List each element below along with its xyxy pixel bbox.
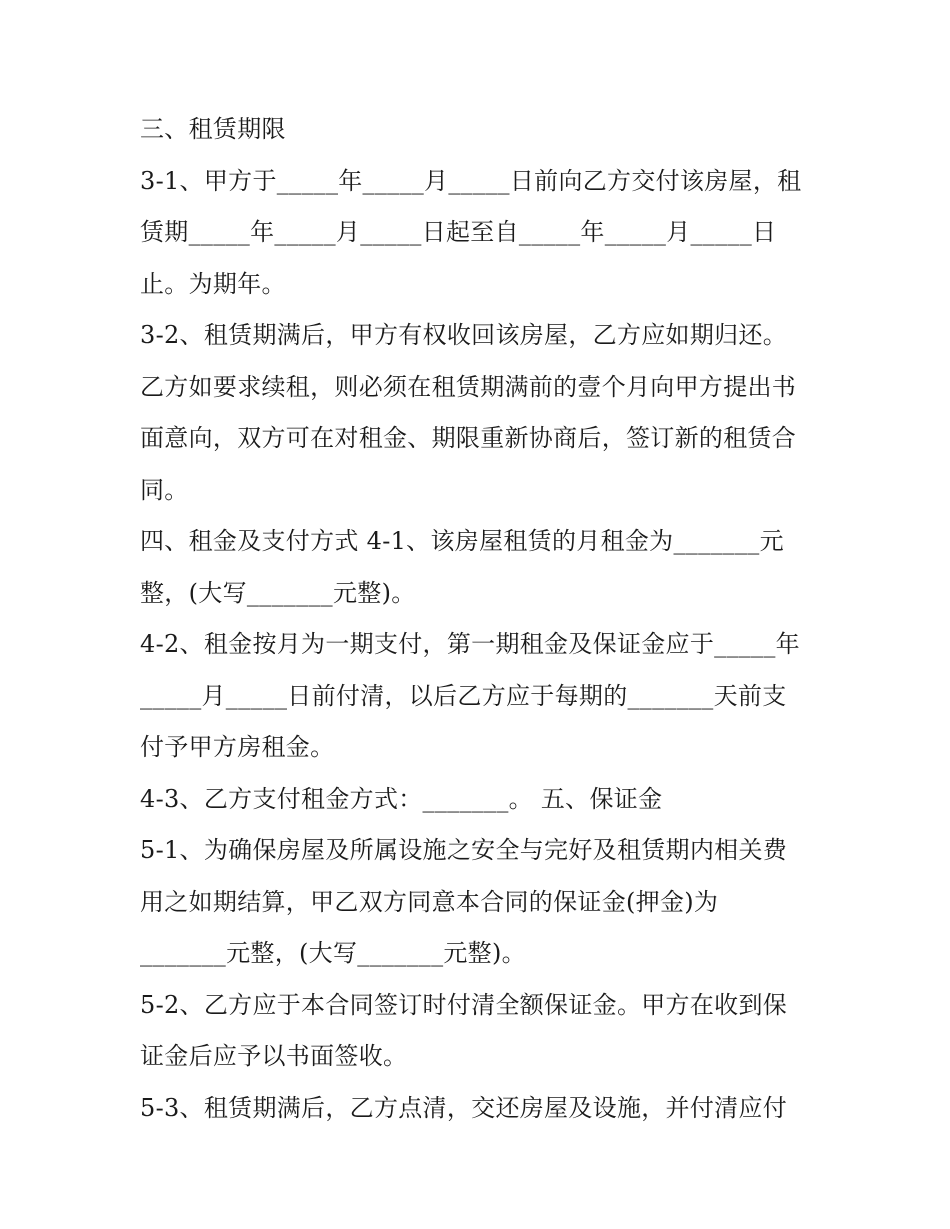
- clause-5-2-line-2: 证金后应予以书面签收。: [140, 1042, 408, 1070]
- clause-4-2-line-1: 4-2、租金按月为一期支付，第一期租金及保证金应于_____年: [140, 630, 800, 658]
- clause-3-2-line-1: 3-2、租赁期满后，甲方有权收回该房屋，乙方应如期归还。: [140, 321, 788, 349]
- clause-4-2-line-2: _____月_____日前付清，以后乙方应于每期的_______天前支: [140, 681, 787, 710]
- clause-4-2-line-3: 付予甲方房租金。: [140, 733, 335, 761]
- clause-3-1-line-3: 止。为期年。: [140, 269, 286, 298]
- clause-3-2-line-2: 乙方如要求续租，则必须在租赁期满前的壹个月向甲方提出书: [140, 372, 797, 401]
- clause-3-2-line-3: 面意向，双方可在对租金、期限重新协商后，签订新的租赁合: [140, 424, 797, 452]
- clause-3-2-line-4: 同。: [140, 475, 189, 504]
- clause-4-1-line-2: 整，(大写_______元整)。: [140, 578, 416, 607]
- section-heading-rent-clause-4-1: 四、租金及支付方式 4-1、该房屋租赁的月租金为_______元: [140, 527, 784, 555]
- clause-5-1-line-3: _______元整，(大写_______元整)。: [140, 939, 526, 967]
- clause-5-1-line-1: 5-1、为确保房屋及所属设施之安全与完好及租赁期内相关费: [140, 836, 788, 864]
- clause-5-2-line-1: 5-2、乙方应于本合同签订时付清全额保证金。甲方在收到保: [140, 990, 788, 1019]
- contract-text: [140, 104, 820, 1134]
- clause-3-1-line-1: 3-1、甲方于_____年_____月_____日前向乙方交付该房屋，租: [140, 166, 802, 195]
- clause-5-1-line-2: 用之如期结算，甲乙双方同意本合同的保证金(押金)为: [140, 887, 719, 916]
- clause-3-1-line-2: 赁期_____年_____月_____日起至自_____年_____月_____日: [140, 218, 777, 246]
- clause-4-3-and-deposit-heading: 4-3、乙方支付租金方式：_______。 五、保证金: [140, 784, 663, 813]
- section-heading-lease-term: 三、租赁期限: [140, 115, 286, 143]
- clause-5-3-line-1: 5-3、租赁期满后，乙方点清，交还房屋及设施，并付清应付: [140, 1093, 788, 1122]
